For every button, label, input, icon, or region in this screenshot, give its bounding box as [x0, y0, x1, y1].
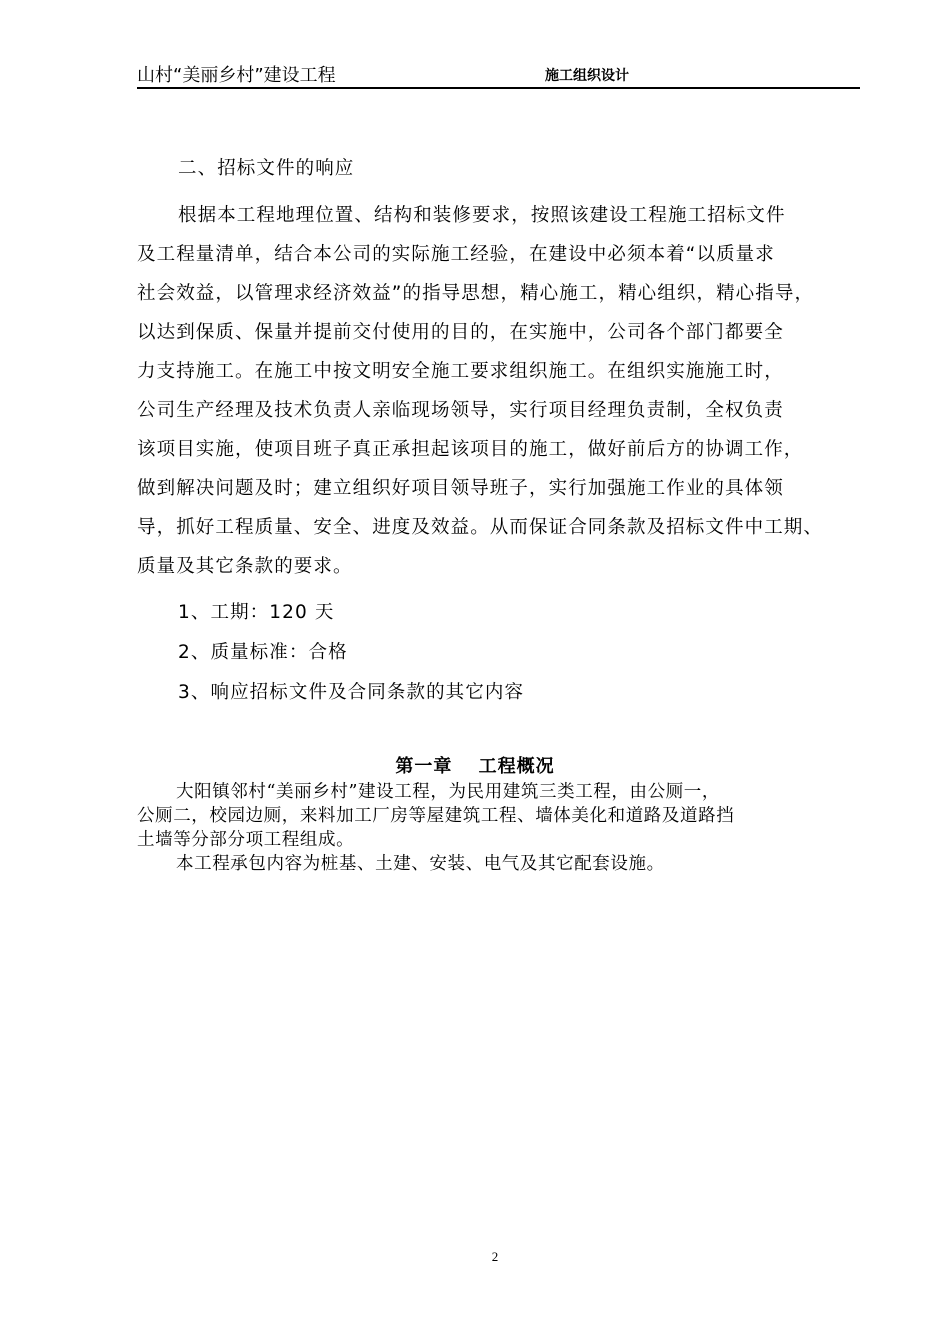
- page-number: 2: [491, 1249, 499, 1264]
- paragraph-line: 力支持施工。在施工中按文明安全施工要求组织施工。在组织实施施工时，: [137, 361, 784, 382]
- paragraph-line: 该项目实施，使项目班子真正承担起该项目的施工，做好前后方的协调工作，: [137, 439, 804, 460]
- paragraph-line: 质量及其它条款的要求。: [137, 556, 353, 577]
- header-project-title: 山村“美丽乡村”建设工程: [137, 65, 336, 86]
- paragraph-line: 做到解决问题及时；建立组织好项目领导班子，实行加强施工作业的具体领: [137, 478, 784, 499]
- paragraph-line: 根据本工程地理位置、结构和装修要求，按照该建设工程施工招标文件: [178, 205, 786, 226]
- paragraph-line: 公厕二，校园边厕，来料加工厂房等屋建筑工程、墙体美化和道路及道路挡: [137, 806, 735, 826]
- header-divider: [137, 87, 860, 89]
- paragraph-line: 导，抓好工程质量、安全、进度及效益。从而保证合同条款及招标文件中工期、: [137, 517, 824, 538]
- paragraph-line: 本工程承包内容为桩基、土建、安装、电气及其它配套设施。: [176, 854, 665, 874]
- section-heading: 二、招标文件的响应: [178, 158, 355, 179]
- list-item: 2、质量标准：合格: [178, 642, 348, 663]
- list-item: 3、响应招标文件及合同条款的其它内容: [178, 682, 525, 703]
- paragraph-line: 公司生产经理及技术负责人亲临现场领导，实行项目经理负责制，全权负责: [137, 400, 784, 421]
- list-item: 1、工期：120 天: [178, 602, 335, 623]
- paragraph-line: 社会效益，以管理求经济效益”的指导思想，精心施工，精心组织，精心指导，: [137, 283, 815, 304]
- paragraph-line: 土墙等分部分项工程组成。: [137, 830, 355, 850]
- paragraph-line: 大阳镇邻村“美丽乡村”建设工程，为民用建筑三类工程，由公厕一，: [176, 782, 720, 802]
- paragraph-line: 以达到保质、保量并提前交付使用的目的，在实施中，公司各个部门都要全: [137, 322, 784, 343]
- chapter-title: 第一章 工程概况: [395, 756, 555, 777]
- paragraph-line: 及工程量清单，结合本公司的实际施工经验，在建设中必须本着“以质量求: [137, 244, 775, 265]
- header-doc-type: 施工组织设计: [545, 68, 629, 84]
